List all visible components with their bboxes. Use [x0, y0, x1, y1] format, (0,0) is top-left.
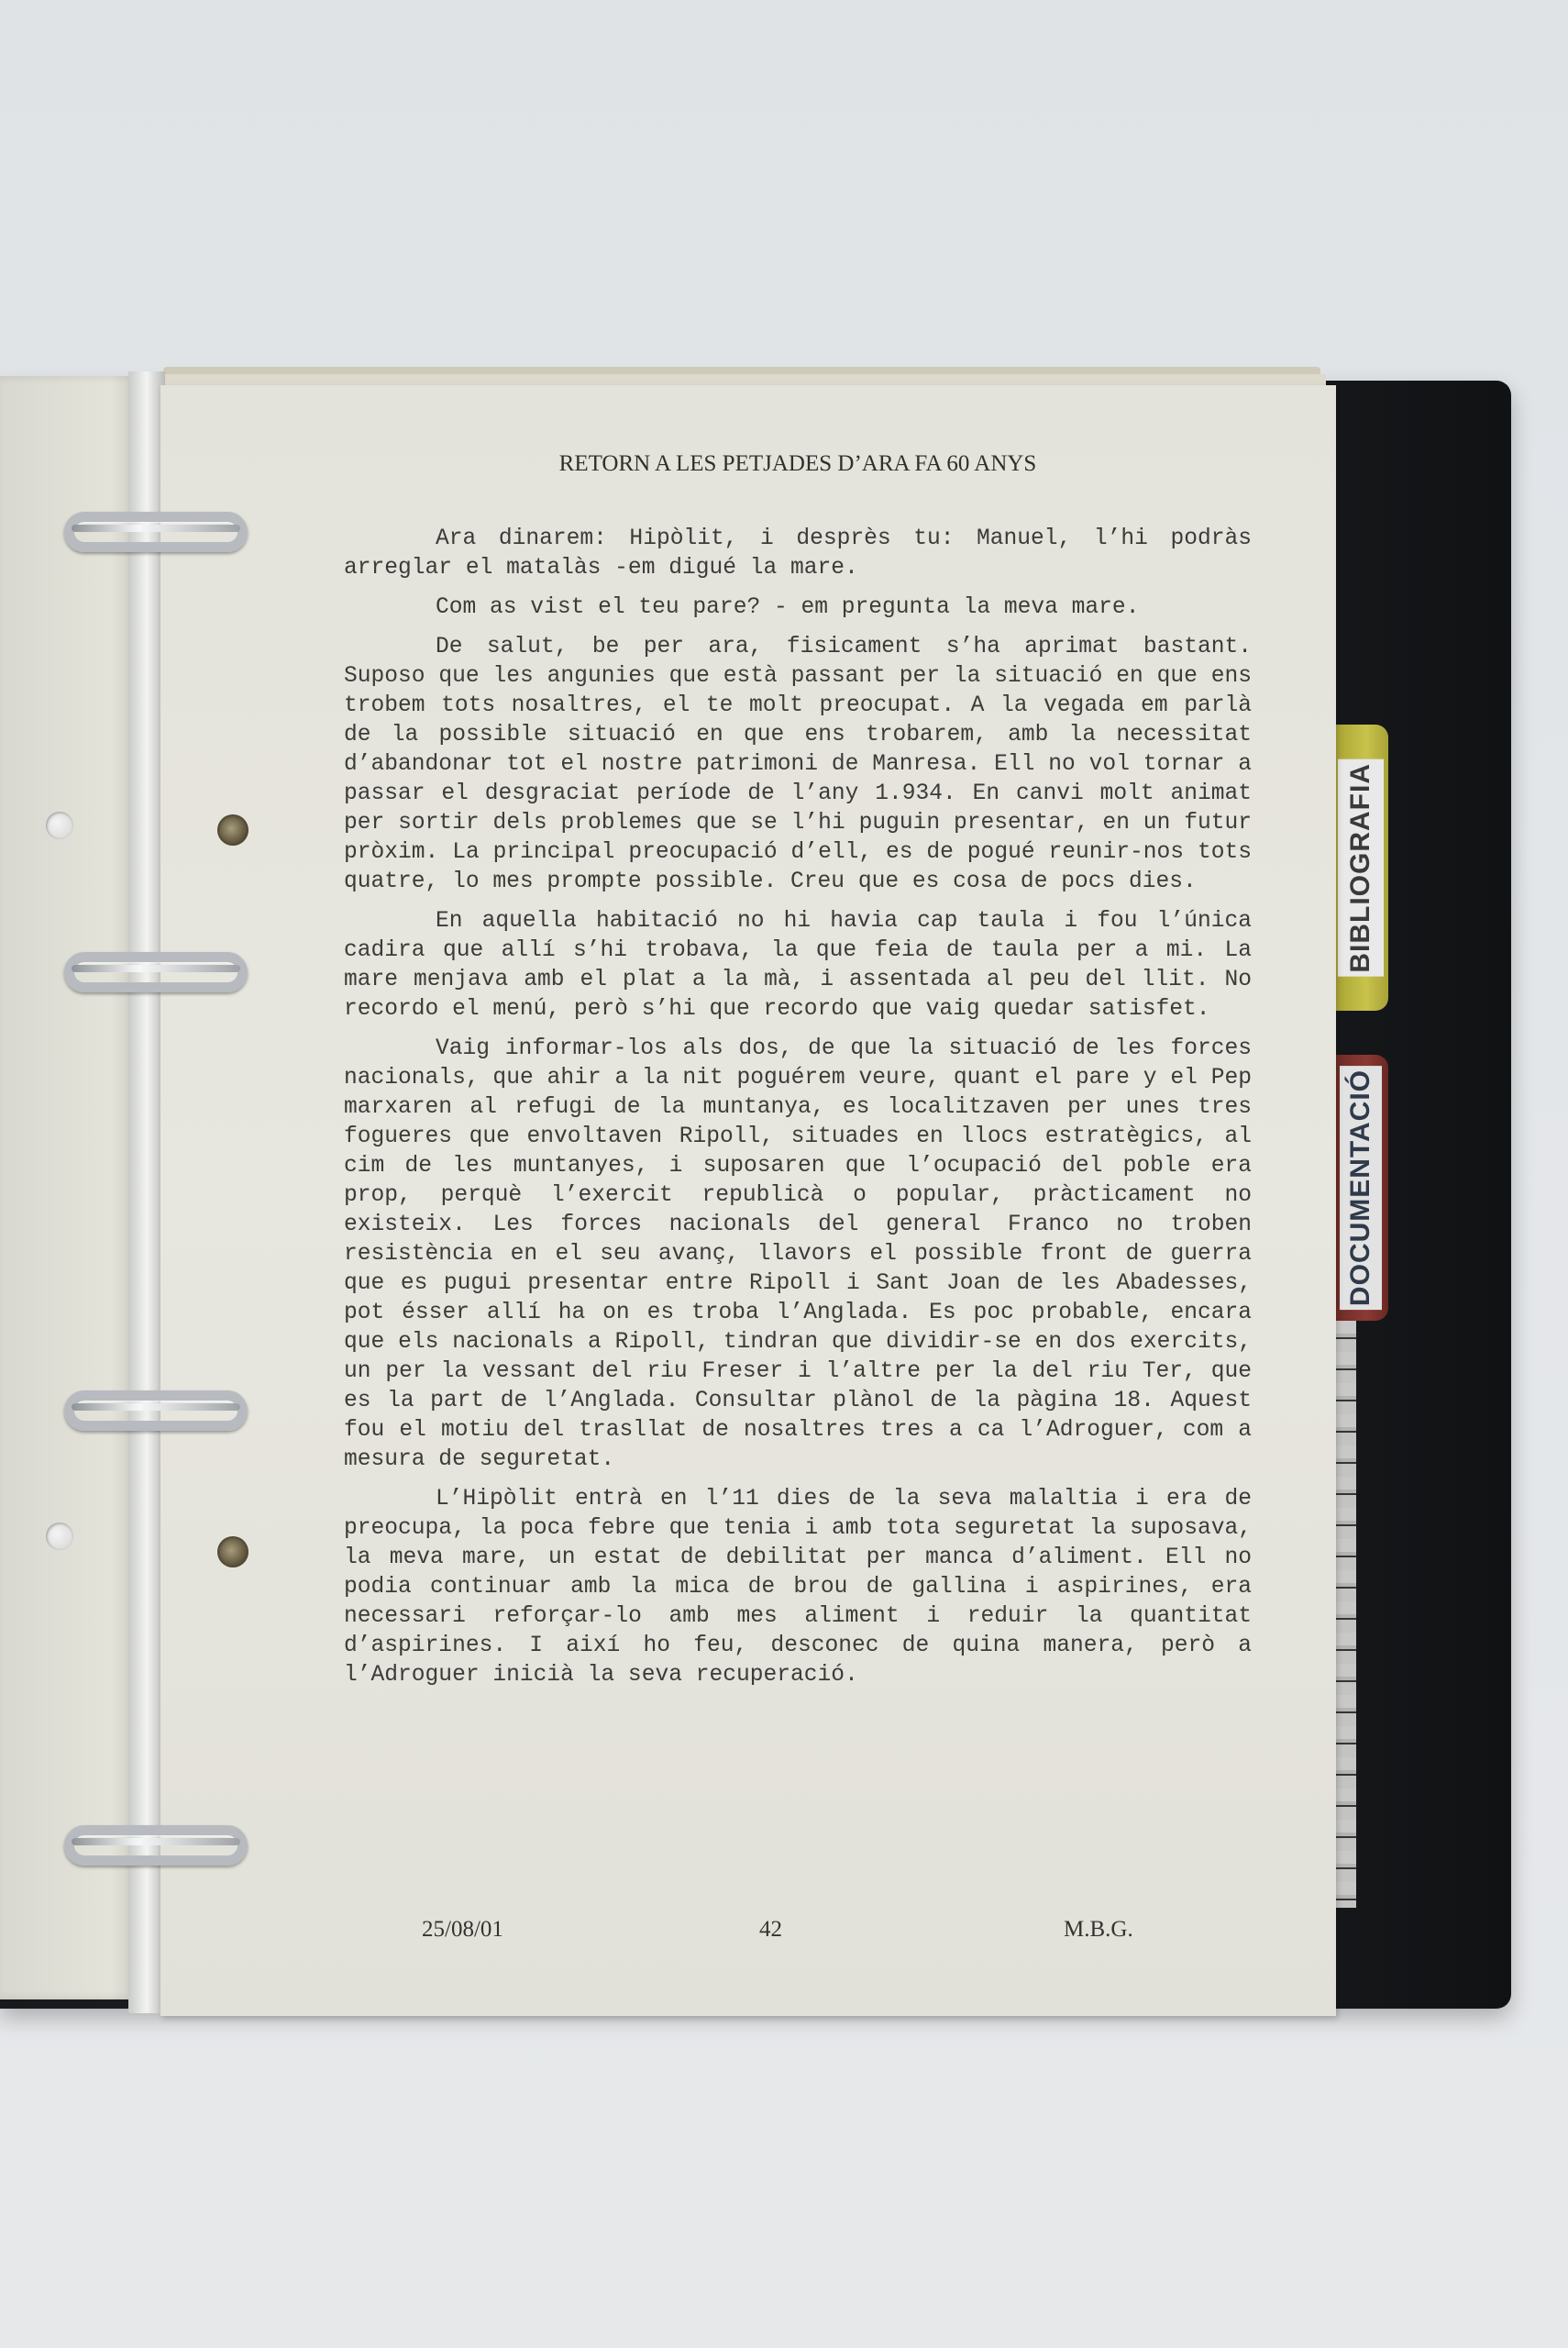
binder-ring-shine [72, 1403, 240, 1411]
punch-hole [46, 1523, 73, 1550]
page-header: RETORN A LES PETJADES D’ARA FA 60 ANYS [558, 451, 1037, 476]
binder-spine [128, 371, 165, 2013]
tab-bibliografia-label: BIBLIOGRAFIA [1338, 759, 1384, 977]
footer-date: 25/08/01 [422, 1917, 503, 1942]
paragraph: L’Hipòlit entrà en l’11 dies de la seva malaltia i era de preocupa, la poca febre que tenia i amb tota seguretat la suposava, la meva mare, un estat de debilitat per manca d’aliment. Ell no podia continuar amb la mica de brou de gallina i aspirines, era necessari reforçar-lo amb mes aliment i reduir la quantitat d’aspirines. I així ho feu, desconec de quina manera, però a l’Adroguer inicià la seva recuperació. [344, 1487, 1252, 1688]
punch-hole [217, 1536, 248, 1567]
binder-ring-shine [72, 1838, 240, 1845]
paragraph: En aquella habitació no hi havia cap taula i fou l’única cadira que allí s’hi trobava, la que feia de taula per a mi. La mare menjava amb el plat a la mà, i assentada al peu del llit. No recordo el menú, però s’hi que recordo que vaig quedar satisfet. [344, 909, 1252, 1022]
tab-bibliografia[interactable] [1333, 725, 1388, 1011]
punch-hole [46, 812, 73, 839]
paragraph: Com as vist el teu pare? - em pregunta la meva mare. [436, 595, 1140, 620]
paragraph: Vaig informar-los als dos, de que la situació de les forces nacionals, que ahir a la nit poguérem veure, quant el pare y el Pep marxaren al refugi de la muntanya, es localitzaven per unes tres fogueres que envoltaven Ripoll, situades en llocs estratègics, al cim de les muntanyes, i suposaren que l’ocupació del poble era prop, perquè l’exercit republicà o popular, pràcticament no existeix. Les forces nacionals del general Franco no troben resistència en el seu avanç, llavors el possible front de guerra que es pugui presentar entre Ripoll i Sant Joan de les Abadesses, pot ésser allí ha on es troba l’Anglada. Es poc probable, encara que els nacionals a Ripoll, tindran que dividir-se en dos exercits, un per la vessant del riu Freser i l’altre per la del riu Ter, que es la part de l’Anglada. Consultar plànol de la pàgina 18. Aquest fou el motiu del trasllat de nosaltres tres a ca l’Adroguer, com a mesura de seguretat. [344, 1036, 1252, 1472]
binder-ring-shine [72, 525, 240, 532]
binder-ring [64, 512, 248, 552]
footer-page-number: 42 [759, 1917, 782, 1942]
torn-paper-strip [1336, 1321, 1356, 1908]
tab-documentacio-label: DOCUMENTACIÓ [1340, 1066, 1382, 1310]
binder-ring [64, 1390, 248, 1431]
footer-author: M.B.G. [1064, 1917, 1133, 1942]
tab-documentacio[interactable] [1333, 1055, 1388, 1321]
previous-page [0, 376, 138, 1999]
body-text [344, 525, 1252, 1700]
paragraph: Ara dinarem: Hipòlit, i desprès tu: Manuel, l’hi podràs arreglar el matalàs -em digué la mare. [344, 526, 1252, 581]
paragraph: De salut, be per ara, fisicament s’ha aprimat bastant. Suposo que les angunies que està passant per la situació en que ens trobem tots nosaltres, el te molt preocupat. A la vegada em parlà de la possible situació en que ens trobarem, amb la necessitat d’abandonar tot el nostre patrimoni de Manresa. Ell no vol tornar a passar el desgraciat període de l’any 1.934. En canvi molt animat per sortir dels problemes que se l’hi puguin presentar, en un futur pròxim. La principal preocupació d’ell, es de pogué reunir-nos tots quatre, lo mes prompte possible. Creu que es cosa de pocs dies. [344, 635, 1252, 894]
binder-ring [64, 952, 248, 992]
punch-hole [217, 814, 248, 846]
binder-ring-shine [72, 965, 240, 972]
binder-ring [64, 1825, 248, 1866]
